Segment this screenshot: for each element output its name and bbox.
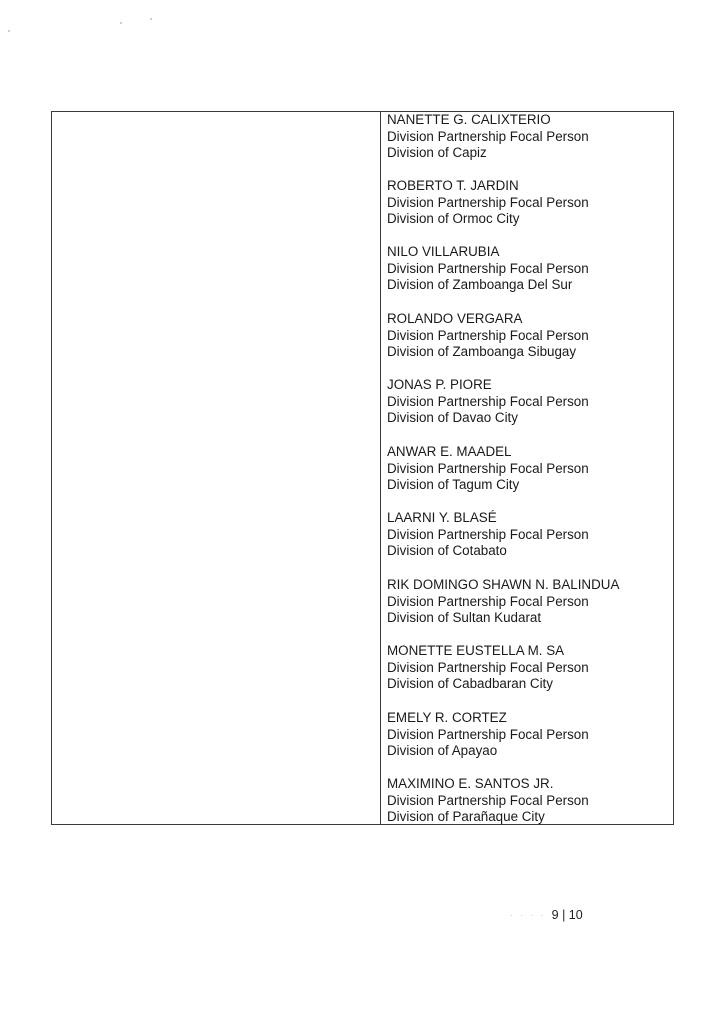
person-name: LAARNI Y. BLASÉ: [387, 510, 497, 525]
list-item: [387, 244, 589, 294]
person-division: Division of Zamboanga Sibugay: [387, 344, 577, 360]
person-division: Division of Ormoc City: [387, 211, 520, 227]
person-division: Division of Cotabato: [387, 543, 507, 559]
list-item: [387, 577, 619, 627]
person-position: Division Partnership Focal Person: [387, 659, 589, 675]
person-position: Division Partnership Focal Person: [387, 327, 589, 343]
person-name: NILO VILLARUBIA: [387, 244, 500, 259]
person-position: Division Partnership Focal Person: [387, 128, 589, 144]
person-position: Division Partnership Focal Person: [387, 260, 589, 276]
person-position: Division Partnership Focal Person: [387, 460, 589, 476]
person-division: Division of Davao City: [387, 410, 518, 426]
scan-speck: [8, 30, 10, 32]
person-position: Division Partnership Focal Person: [387, 593, 589, 609]
person-position: Division Partnership Focal Person: [387, 393, 589, 409]
list-item: [387, 643, 589, 693]
scan-speck: [150, 18, 152, 20]
person-division: Division of Cabadbaran City: [387, 676, 553, 692]
person-name: EMELY R. CORTEZ: [387, 710, 507, 725]
person-position: Division Partnership Focal Person: [387, 194, 589, 210]
table-left-column: [52, 112, 381, 824]
page-footer: [510, 908, 610, 922]
person-division: Division of Apayao: [387, 743, 498, 759]
footer-faint-marks: · · · ·: [510, 909, 546, 921]
person-position: Division Partnership Focal Person: [387, 726, 589, 742]
scan-speck: [120, 22, 122, 24]
list-item: [387, 178, 589, 228]
person-division: Division of Sultan Kudarat: [387, 610, 542, 626]
person-division: Division of Capiz: [387, 145, 487, 161]
person-name: ROLANDO VERGARA: [387, 311, 523, 326]
list-item: [387, 776, 589, 826]
person-division: Division of Zamboanga Del Sur: [387, 277, 573, 293]
personnel-table: [51, 111, 674, 825]
person-name: JONAS P. PIORE: [387, 377, 492, 392]
person-name: MONETTE EUSTELLA M. SA: [387, 643, 565, 658]
table-right-column: [381, 112, 673, 824]
person-position: Division Partnership Focal Person: [387, 792, 589, 808]
list-item: [387, 510, 589, 560]
person-name: ROBERTO T. JARDIN: [387, 178, 519, 193]
person-division: Division of Parañaque City: [387, 809, 545, 825]
list-item: [387, 311, 589, 361]
list-item: [387, 377, 589, 427]
person-name: NANETTE G. CALIXTERIO: [387, 112, 551, 127]
person-position: Division Partnership Focal Person: [387, 526, 589, 542]
list-item: [387, 112, 589, 162]
list-item: [387, 710, 589, 760]
person-name: MAXIMINO E. SANTOS JR.: [387, 776, 554, 791]
list-item: [387, 444, 589, 494]
page-number: 9 | 10: [551, 908, 583, 922]
person-name: RIK DOMINGO SHAWN N. BALINDUA: [387, 577, 620, 592]
person-division: Division of Tagum City: [387, 477, 520, 493]
person-name: ANWAR E. MAADEL: [387, 444, 512, 459]
